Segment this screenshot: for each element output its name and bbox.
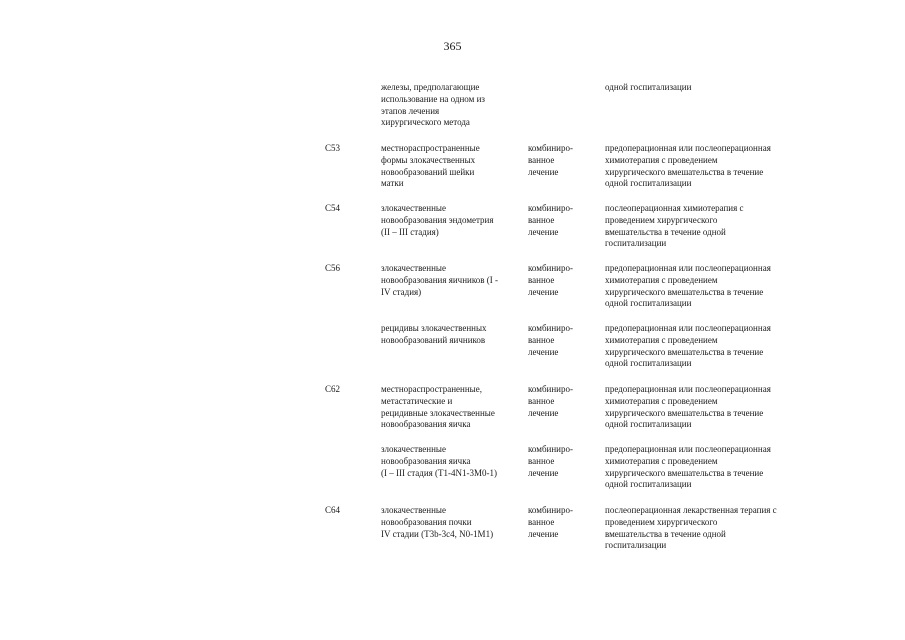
row-description: предоперационная или послеоперационная химиотерапия с проведением хирургического вмешательства в течение одной госпитализации (605, 263, 771, 309)
row-diagnosis: злокачественные новообразования яичка (I – III стадия (T1-4N1-3M0-1) (381, 444, 498, 478)
row-code: C56 (325, 263, 341, 273)
row-treatment-type: комбиниро- ванное лечение (528, 505, 573, 539)
row-description: предоперационная или послеоперационная химиотерапия с проведением хирургического вмешательства в течение одной госпитализации (605, 384, 771, 430)
row-diagnosis: местнораспространенные, метастатические и рецидивные злокачественные новообразования яичка (381, 384, 495, 430)
row-treatment-type: комбиниро- ванное лечение (528, 444, 573, 478)
row-diagnosis: злокачественные новообразования яичников (I - IV стадия) (381, 263, 498, 297)
row-diagnosis: злокачественные новообразования почки IV стадии (T3b-3c4, N0-1M1) (381, 505, 494, 539)
row-description: послеоперационная химиотерапия с проведением хирургического вмешательства в течение одной госпитализации (605, 203, 744, 249)
row-description: послеоперационная лекарственная терапия с проведением хирургического вмешательства в течение одной госпитализации (605, 505, 777, 551)
row-treatment-type: комбиниро- ванное лечение (528, 384, 573, 418)
row-diagnosis: рецидивы злокачественных новообразований яичников (381, 323, 487, 345)
row-treatment-type: комбиниро- ванное лечение (528, 323, 573, 357)
row-diagnosis: злокачественные новообразования эндометрия (II – III стадия) (381, 203, 494, 237)
row-treatment-type: комбиниро- ванное лечение (528, 143, 573, 177)
row-treatment-type: комбиниро- ванное лечение (528, 263, 573, 297)
row-code: C54 (325, 203, 341, 213)
row-code: C62 (325, 384, 341, 394)
row-description: предоперационная или послеоперационная химиотерапия с проведением хирургического вмешательства в течение одной госпитализации (605, 323, 771, 369)
row-code: C53 (325, 143, 341, 153)
row-diagnosis: местнораспространенные формы злокачественных новообразований шейки матки (381, 143, 480, 189)
row-description: одной госпитализации (605, 82, 692, 92)
row-code: C64 (325, 505, 341, 515)
row-description: предоперационная или послеоперационная химиотерапия с проведением хирургического вмешательства в течение одной госпитализации (605, 444, 771, 490)
row-diagnosis: железы, предполагающие использование на одном из этапов лечения хирургического метода (381, 82, 485, 128)
row-description: предоперационная или послеоперационная химиотерапия с проведением хирургического вмешательства в течение одной госпитализации (605, 143, 771, 189)
page-number: 365 (443, 39, 462, 53)
row-treatment-type: комбиниро- ванное лечение (528, 203, 573, 237)
